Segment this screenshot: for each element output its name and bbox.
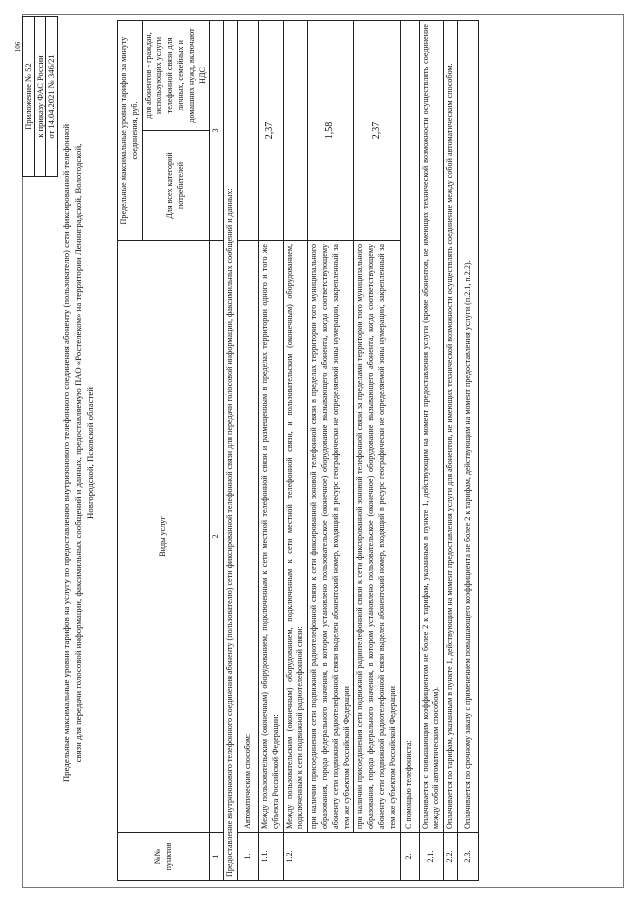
row-text: при наличии присоединения сети подвижной радиотелефонной связи к сети фиксированной зоновой телефонной связи в пределах территории того муниципального образования, города федерального значения, в котором установлено пользовательское (оконечное) оборудование вызывающего абонента, когда соответствующему абоненту сети подвижной радиотелефонной связи выделен абонентский номер, входящий в ресурс географически не определяемой зоны нумерации, закрепленный за тем же субъектом Российской Федерации <box>308 241 354 833</box>
page-number: 106 <box>14 41 22 53</box>
header-index-3: 3 <box>210 20 224 240</box>
document-title <box>60 23 96 883</box>
row-text: Оплачивается с повышающим коэффициентом не более 2 к тарифам, указанным в пункте 1, действующим на момент предоставления услуги (кроме абонентов, не имеющих технической возможности осуществлять соединение между собой автоматическим способом). <box>419 20 444 832</box>
row-number: 1.2. <box>283 833 400 881</box>
row-number: 1.1. <box>258 833 283 881</box>
row-number: 1. <box>237 833 258 881</box>
header-index-1: 1 <box>210 833 224 881</box>
row-value <box>237 20 258 240</box>
appendix-line-1: Приложение № 52 <box>23 17 35 177</box>
header-citizens: для абонентов - граждан, использующих услуги телефонной связи для личных, семейных и домашних нужд, включают НДС <box>142 20 210 130</box>
header-tariff-levels: Предельные максимальные уровни тарифов за минуту соединения, руб. <box>118 20 143 240</box>
row-value: 2,37 <box>258 20 283 240</box>
row-text: Между пользовательским (оконечным) оборудованием, подключенным к сети местной телефонной связи и размещенным в пределах территории одного и того же субъекта Российской Федерации: <box>258 241 283 833</box>
title-line-2: связи для передачи голосовой информации, факсимильных сообщений и данных, предоставляемую ПАО «Ростелеком» на территории Ленинградской, Вологодской, <box>73 143 83 763</box>
row-text: С помощью телефониста: <box>400 20 419 832</box>
row-number: 2.1. <box>419 833 444 881</box>
section-title: Предоставление внутризонового телефонного соединения абоненту (пользователю) сети фиксированной телефонной связи для передачи голосовой информации, факсимильных сообщений и данных: <box>224 20 238 880</box>
tariff-table <box>117 20 479 881</box>
title-line-3: Новгородской, Псковской областей <box>85 387 95 519</box>
row-value <box>283 20 308 240</box>
appendix-line-3: от 14.04.2021 № 346/21 <box>46 17 58 177</box>
header-service-types: Виды услуг <box>118 241 210 833</box>
row-text: при наличии присоединения сети подвижной радиотелефонной связи к сети фиксированной зоновой телефонной связи за пределами территории того муниципального образования, города федерального значения, в котором установлено пользовательское (оконечное) оборудование вызывающего абонента, когда соответствующему абоненту сети подвижной радиотелефонной связи выделен абонентский номер, входящий в ресурс географически не определяемой зоны нумерации, закрепленный за тем же субъектом Российской Федерации <box>354 241 400 833</box>
row-text: Автоматическим способом: <box>237 241 258 833</box>
row-text: Между пользовательским (оконечным) оборудованием, подключенным к сети местной телефонной связи, и пользовательским (оконечным) оборудованием, подключенным к сети подвижной радиотелефонной связи: <box>283 241 308 833</box>
appendix-box <box>22 16 58 177</box>
header-index-2: 2 <box>210 241 224 833</box>
row-value: 2,37 <box>354 20 400 240</box>
row-number: 2. <box>400 833 419 881</box>
row-text: Оплачивается по тарифам, указанным в пункте 1, действующим на момент предоставления услуги для абонентов, не имеющих технической возможности осуществлять соединение между собой автоматическим способом. <box>444 20 458 832</box>
row-text: Оплачивается по срочному заказу с применением повышающего коэффициента не более 2 к тарифам, действующим на момент предоставления услуги (п.2.1, п.2.2). <box>457 20 478 832</box>
title-line-1: Предельные максимальные уровни тарифов на услугу по предоставлению внутризонового телефонного соединения абоненту (пользователю) сети фиксированной телефонной <box>61 123 71 783</box>
row-number: 2.3. <box>457 833 478 881</box>
header-all-consumers: Для всех категорий потребителей <box>142 131 210 241</box>
row-number: 2.2. <box>444 833 458 881</box>
row-value: 1,58 <box>308 20 354 240</box>
header-item-number: №№ пунктов <box>118 833 210 881</box>
appendix-line-2: к приказу ФАС России <box>34 17 46 177</box>
